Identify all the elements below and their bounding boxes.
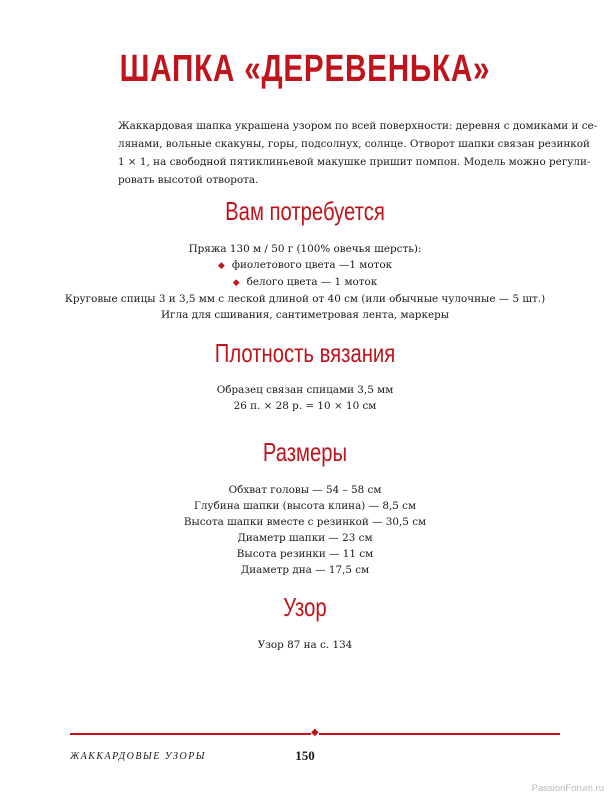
- yarn-line: Пряжа 130 м / 50 г (100% овечья шерсть):: [188, 243, 422, 255]
- size-line: Глубина шапки (высота клина) — 8,5 см: [193, 500, 417, 512]
- page-number: 150: [295, 748, 315, 763]
- size-line: Обхват головы — 54 – 58 см: [228, 484, 382, 496]
- sizes-list: [0, 482, 610, 578]
- color-item-label: фиолетового цвета —1 моток: [231, 259, 393, 271]
- color-item: [0, 257, 610, 274]
- gauge-heading: Плотность вязания: [214, 338, 396, 368]
- size-line: Диаметр дна — 17,5 см: [240, 564, 370, 576]
- color-item: [0, 274, 610, 291]
- gauge-line: 26 п. × 28 р. = 10 × 10 см: [233, 400, 377, 412]
- materials-list: [0, 241, 610, 323]
- materials-heading: Вам потребуется: [225, 196, 385, 226]
- size-line: Высота резинки — 11 см: [236, 548, 374, 560]
- intro-paragraph: [118, 117, 598, 189]
- intro-line: лянами, вольные скакуны, горы, подсолнух, солнце. Отворот шапки связан резинкой: [118, 138, 590, 150]
- diamond-icon: ◆: [217, 261, 225, 271]
- page-title: ШАПКА «ДЕРЕВЕНЬКА»: [119, 48, 491, 90]
- intro-line: 1 × 1, на свободной пятиклиньевой макушке пришит помпон. Модель можно регули-: [118, 156, 591, 168]
- intro-line: ровать высотой отворота.: [118, 174, 259, 186]
- gauge-info: [0, 382, 610, 414]
- intro-line: Жаккардовая шапка украшена узором по всей поверхности: деревня с домиками и се-: [118, 120, 598, 132]
- footer-section-title: ЖАККАРДОВЫЕ УЗОРЫ: [70, 751, 207, 762]
- pattern-reference: [0, 637, 610, 653]
- tools-line: Игла для сшивания, сантиметровая лента, маркеры: [160, 309, 450, 321]
- size-line: Высота шапки вместе с резинкой — 30,5 см: [183, 516, 427, 528]
- gauge-line: Образец связан спицами 3,5 мм: [216, 384, 394, 396]
- color-item-label: белого цвета — 1 моток: [246, 276, 378, 288]
- size-line: Диаметр шапки — 23 см: [237, 532, 373, 544]
- pattern-heading: Узор: [283, 592, 327, 622]
- needles-line: Круговые спицы 3 и 3,5 мм с леской длиной от 40 см (или обычные чулочные — 5 шт.): [64, 293, 546, 305]
- diamond-icon: ◆: [232, 278, 240, 288]
- pattern-line: Узор 87 на с. 134: [257, 639, 353, 651]
- sizes-heading: Размеры: [262, 437, 348, 467]
- diamond-icon: ◆: [311, 727, 319, 738]
- watermark: PassionForum.ru: [531, 783, 604, 794]
